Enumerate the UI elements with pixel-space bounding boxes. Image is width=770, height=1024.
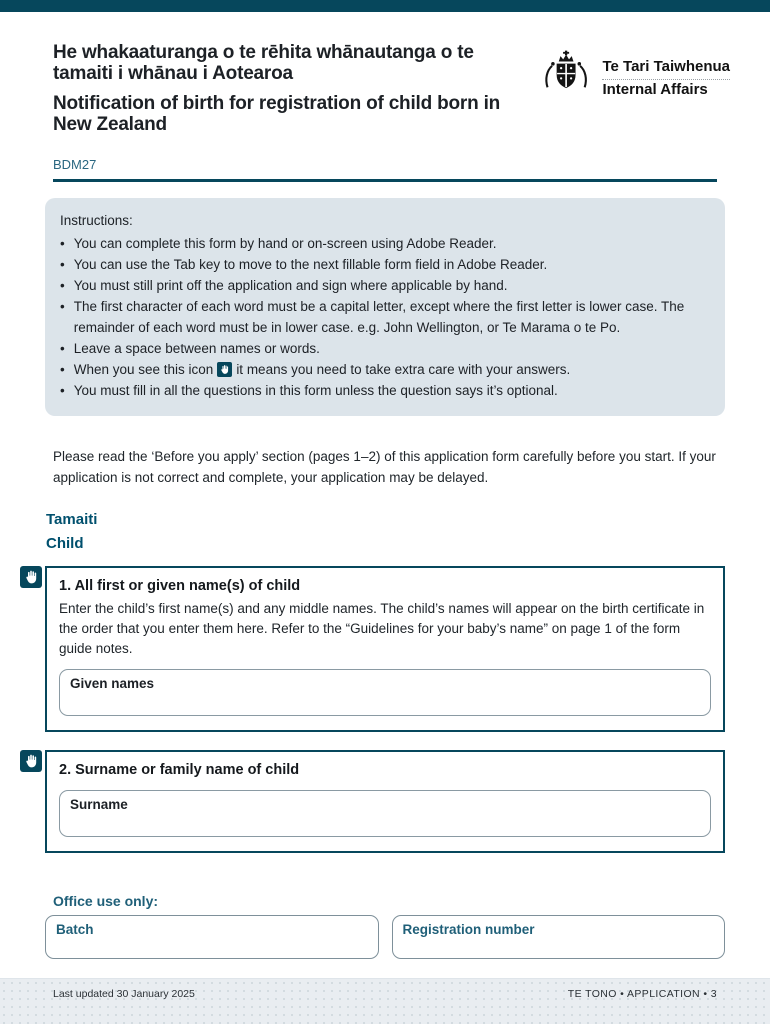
instructions-panel (45, 198, 725, 416)
instructions-heading: Instructions: (60, 213, 133, 228)
hand-icon (20, 750, 42, 772)
question-1-box (45, 566, 725, 732)
form-header (0, 12, 770, 135)
instruction-item: • You must still print off the application and sign where applicable by hand. (60, 278, 508, 293)
question-1-description: Enter the child’s first name(s) and any middle names. The child’s names will appear on the birth certificate in the order that you enter them here. Refer to the “Guidelines for your baby’s name” on page 1 of the form guide notes. (59, 601, 705, 656)
intro-paragraph: Please read the ‘Before you apply’ section (pages 1–2) of this application form carefully before you start. If your application is not correct and complete, your application may be delayed. (53, 449, 716, 485)
batch-field-label: Batch (56, 922, 94, 937)
given-names-field-label: Given names (70, 676, 155, 691)
instruction-item-with-icon: • When you see this icon it means you need to take extra care with your answers. (60, 362, 571, 377)
page-top-bar (0, 0, 770, 12)
nz-coat-of-arms-icon (539, 50, 593, 103)
form-title-maori: He whakaaturanga o te rēhita whānautanga o te tamaiti i whānau i Aotearoa (53, 42, 474, 84)
header-divider (53, 179, 717, 182)
form-titles (53, 42, 518, 135)
logo-org-maori: Te Tari Taiwhenua (602, 57, 730, 80)
section-heading-english: Child (46, 535, 84, 552)
form-title-english: Notification of birth for registration of child born in New Zealand (53, 93, 501, 135)
form-code: BDM27 (53, 157, 97, 172)
hand-icon (217, 362, 232, 377)
instructions-list (60, 233, 707, 401)
question-2-title: 2. Surname or family name of child (59, 762, 300, 778)
instruction-item: • You must fill in all the questions in this form unless the question says it’s optional. (60, 383, 558, 398)
office-use-heading: Office use only: (53, 893, 159, 909)
office-use-fields (45, 915, 725, 959)
registration-number-field[interactable] (392, 915, 726, 959)
logo-wordmark (602, 57, 730, 100)
logo-org-english: Internal Affairs (602, 81, 708, 98)
hand-icon (20, 566, 42, 588)
section-heading (46, 508, 770, 556)
given-names-field[interactable] (59, 669, 711, 716)
internal-affairs-logo (539, 50, 730, 135)
instruction-item: • You can use the Tab key to move to the next fillable form field in Adobe Reader. (60, 257, 548, 272)
instruction-item: • The first character of each word must be a capital letter, except where the first letter is lower case. The remainder of each word must be in lower case. e.g. John Wellington, or Te Marama o te Po. (60, 299, 685, 335)
page-number-text: TE TONO • APPLICATION • 3 (567, 988, 717, 1000)
instruction-item: • Leave a space between names or words. (60, 341, 320, 356)
office-use-section (45, 893, 725, 959)
question-1-title: 1. All first or given name(s) of child (59, 578, 301, 594)
question-2-box (45, 750, 725, 853)
section-heading-maori: Tamaiti (46, 511, 98, 528)
instruction-item: • You can complete this form by hand or on-screen using Adobe Reader. (60, 236, 497, 251)
last-updated-text: Last updated 30 January 2025 (53, 988, 195, 1000)
surname-field[interactable] (59, 790, 711, 837)
registration-number-field-label: Registration number (402, 922, 535, 937)
surname-field-label: Surname (70, 797, 128, 812)
batch-field[interactable] (45, 915, 379, 959)
page-footer (0, 978, 770, 1024)
